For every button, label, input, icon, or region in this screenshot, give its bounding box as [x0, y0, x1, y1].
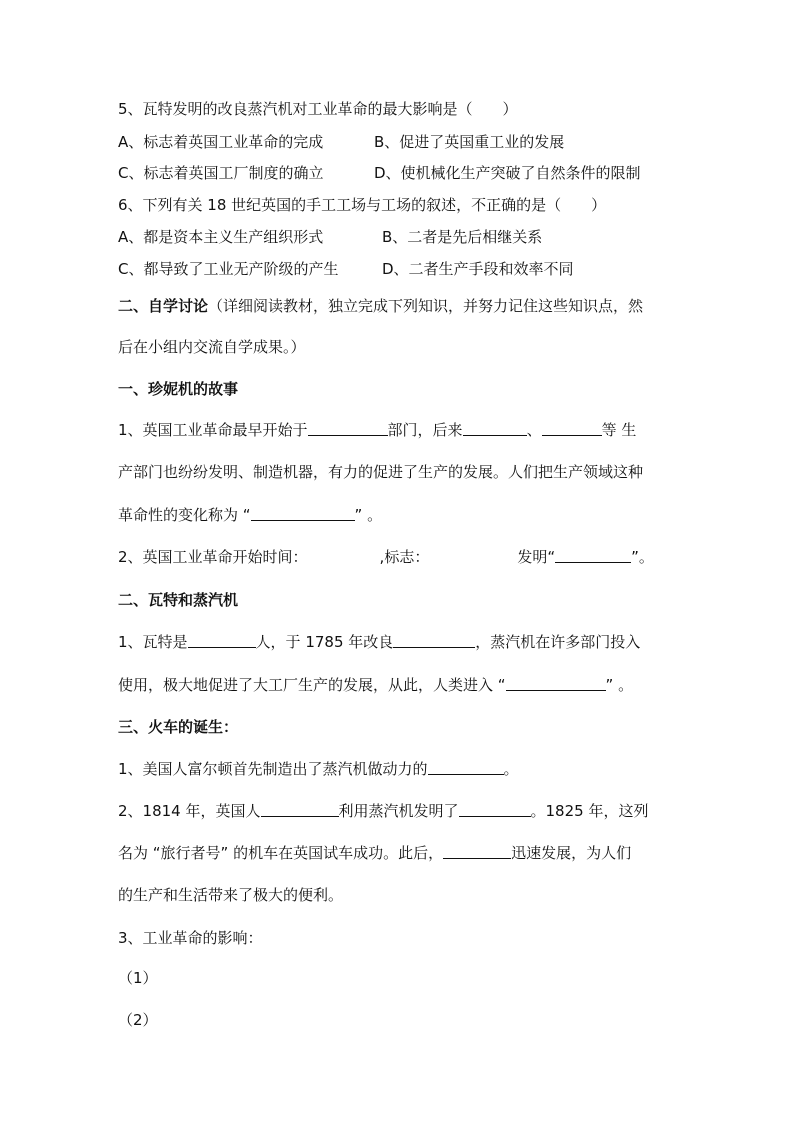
answer-blank[interactable]	[393, 632, 475, 648]
answer-blank[interactable]	[428, 759, 504, 775]
part-3-q2-line1	[118, 801, 648, 821]
answer-blank[interactable]	[188, 632, 256, 648]
question-6-option-b: B、二者是先后相继关系	[382, 228, 543, 246]
part-1-q1-line1	[118, 420, 636, 440]
answer-blank[interactable]	[506, 675, 606, 691]
answer-blank[interactable]	[261, 801, 339, 817]
section-2-desc: （详细阅读教材，独立完成下列知识，并努力记住这些知识点，然	[208, 297, 644, 315]
part-2-q1-text: ” 。	[605, 676, 634, 694]
part-1-q1-text: 1、英国工业革命最早开始于	[118, 421, 308, 439]
part-1-q2	[118, 547, 654, 567]
part-1-q1-text: 部门，后来	[387, 421, 463, 439]
part-1-q2-text: 2、英国工业革命开始时间：	[118, 548, 308, 566]
question-5-option-d: D、使机械化生产突破了自然条件的限制	[374, 164, 641, 182]
part-3-q2-text: 名为 “旅行者号” 的机车在英国试车成功。此后，	[118, 844, 444, 862]
part-2-q1-line1	[118, 632, 640, 652]
question-5-option-c: C、标志着英国工厂制度的确立	[118, 164, 324, 182]
answer-blank[interactable]	[251, 505, 355, 521]
part-2-q1-text: 人，于 1785 年改良	[255, 633, 394, 651]
question-5-option-b: B、促进了英国重工业的发展	[374, 133, 565, 151]
section-2-desc-line2: 后在小组内交流自学成果。）	[118, 338, 306, 356]
answer-blank[interactable]	[555, 547, 631, 563]
question-6-option-c: C、都导致了工业无产阶级的产生	[118, 260, 339, 278]
part-3-q2-line2	[118, 843, 631, 863]
part-2-heading: 二、瓦特和蒸汽机	[118, 591, 239, 609]
part-3-q3-item-2: （2）	[118, 1011, 158, 1029]
part-1-q2-text: 发明“	[517, 548, 556, 566]
section-2-intro	[118, 296, 643, 316]
part-2-q1-text: ，蒸汽机在许多部门投入	[475, 633, 641, 651]
part-3-q3-item-1: （1）	[118, 969, 158, 987]
part-3-q3-heading: 3、工业革命的影响：	[118, 929, 263, 947]
part-2-q1-text: 1、瓦特是	[118, 633, 188, 651]
part-1-q1-text: ” 。	[354, 506, 383, 524]
part-3-q2-text: 利用蒸汽机发明了	[338, 802, 459, 820]
answer-blank[interactable]	[463, 420, 527, 436]
part-3-q2-text: 。1825 年，这列	[530, 802, 649, 820]
part-2-q1-line2	[118, 675, 633, 695]
part-1-q2-text: ”。	[631, 548, 654, 566]
part-1-q1-text: 革命性的变化称为 “	[118, 506, 251, 524]
part-3-heading: 三、火车的诞生：	[118, 718, 239, 736]
part-2-q1-text: 使用，极大地促进了大工厂生产的发展，从此，人类进入 “	[118, 676, 506, 694]
question-6-stem: 6、下列有关 18 世纪英国的手工工场与工场的叙述，不正确的是（ ）	[118, 196, 607, 214]
answer-blank[interactable]	[443, 843, 511, 859]
part-1-q1-line2: 产部门也纷纷发明、制造机器，有力的促进了生产的发展。人们把生产领域这种	[118, 463, 644, 481]
answer-blank[interactable]	[308, 420, 388, 436]
part-3-q1-text: 。	[503, 760, 519, 778]
answer-blank[interactable]	[542, 420, 602, 436]
part-1-heading: 一、珍妮机的故事	[118, 380, 239, 398]
answer-blank[interactable]	[459, 801, 531, 817]
question-6-option-a: A、都是资本主义生产组织形式	[118, 228, 324, 246]
part-3-q2-text: 迅速发展，为人们	[511, 844, 632, 862]
question-5-stem: 5、瓦特发明的改良蒸汽机对工业革命的最大影响是（ ）	[118, 100, 518, 118]
part-3-q1-text: 1、美国人富尔顿首先制造出了蒸汽机做动力的	[118, 760, 428, 778]
question-5-option-a: A、标志着英国工业革命的完成	[118, 133, 324, 151]
question-6-option-d: D、二者生产手段和效率不同	[382, 260, 574, 278]
part-1-q1-text: 、	[526, 421, 542, 439]
part-3-q2-text: 2、1814 年，英国人	[118, 802, 261, 820]
part-3-q2-line3: 的生产和生活带来了极大的便利。	[118, 886, 344, 904]
part-1-q1-text: 等 生	[601, 421, 637, 439]
part-1-q1-line3	[118, 505, 382, 525]
section-2-title: 二、自学讨论	[118, 297, 209, 315]
part-3-q1	[118, 759, 519, 779]
part-1-q2-text: ,标志：	[379, 548, 430, 566]
